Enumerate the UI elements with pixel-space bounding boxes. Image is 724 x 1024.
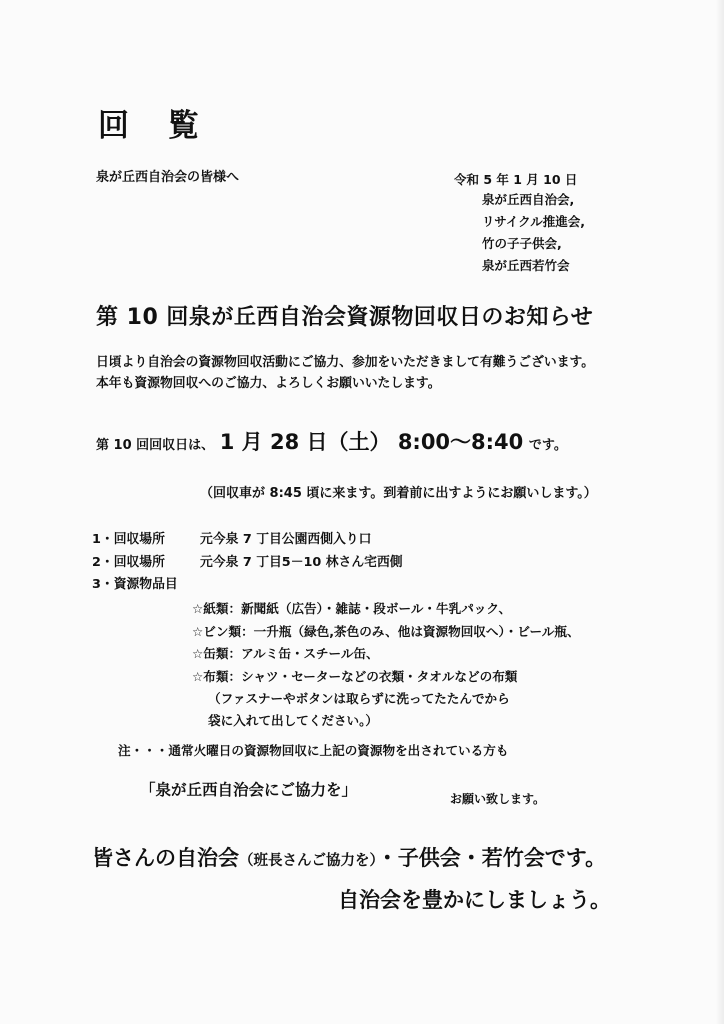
- section-value-1: 元今泉 7 丁目公園西側入り口: [200, 532, 372, 547]
- request-text: お願い致します。: [450, 792, 546, 806]
- closing-part-3: ・子供会・若竹会です。: [376, 846, 607, 870]
- section-label-1: 1・回収場所: [92, 532, 165, 547]
- intro-line-1: 日頃より自治会の資源物回収活動にご協力、参加をいただきまして有難うございます。: [96, 355, 595, 370]
- collection-day-datetime: 1 月 28 日（土） 8:00〜8:40: [219, 430, 524, 454]
- addressee: 泉が丘西自治会の皆様へ: [96, 170, 240, 185]
- closing-part-2: （班長さんご協力を）: [239, 853, 377, 869]
- category-paper: ☆紙類：新聞紙（広告）・雑誌・段ボール・牛乳パック、: [192, 601, 512, 616]
- cloth-note-line-1: （ファスナーやボタンは取らずに洗ってたたんでから: [208, 691, 510, 706]
- page-heading: 回 覧: [98, 108, 213, 144]
- category-cans: ☆缶類：アルミ缶・スチール缶、: [192, 646, 379, 661]
- section-label-3: 3・資源物品目: [92, 577, 178, 592]
- organization-1: 泉が丘西自治会,: [482, 192, 575, 207]
- category-cloth: ☆布類：シャツ・セーターなどの衣類・タオルなどの布類: [192, 669, 518, 684]
- issue-date: 令和 5 年 1 月 10 日: [454, 172, 578, 187]
- organization-2: リサイクル推進会,: [482, 214, 585, 229]
- closing-part-1: 皆さんの自治会: [92, 846, 239, 870]
- closing-line-2: 自治会を豊かにしましょう。: [338, 888, 611, 912]
- collection-day-prefix: 第 10 回回収日は、: [96, 438, 215, 453]
- closing-line-1: [92, 842, 606, 872]
- truck-note: （回収車が 8:45 頃に来ます。到着前に出すようにお願いします。）: [200, 486, 597, 501]
- section-value-2: 元今泉 7 丁目5－10 林さん宅西側: [200, 555, 403, 570]
- issuer-block: [454, 170, 694, 278]
- intro-line-2: 本年も資源物回収へのご協力、よろしくお願いいたします。: [96, 376, 441, 391]
- slogan: 「泉が丘西自治会にご協力を」: [140, 781, 358, 799]
- attention-note: 注・・・通常火曜日の資源物回収に上記の資源物を出されている方も: [118, 743, 509, 758]
- cloth-note-line-2: 袋に入れて出してください。）: [208, 713, 379, 728]
- collection-day-line: [96, 426, 567, 456]
- organization-3: 竹の子子供会,: [482, 236, 562, 251]
- scan-edge-shadow: [716, 0, 724, 1024]
- organization-4: 泉が丘西若竹会: [482, 258, 570, 273]
- notice-title: 第 10 回泉が丘西自治会資源物回収日のお知らせ: [96, 305, 594, 330]
- collection-day-suffix: です。: [528, 438, 567, 453]
- section-label-2: 2・回収場所: [92, 555, 165, 570]
- category-bottles: ☆ビン類：一升瓶（緑色,茶色のみ、他は資源物回収へ）・ビール瓶、: [192, 624, 580, 639]
